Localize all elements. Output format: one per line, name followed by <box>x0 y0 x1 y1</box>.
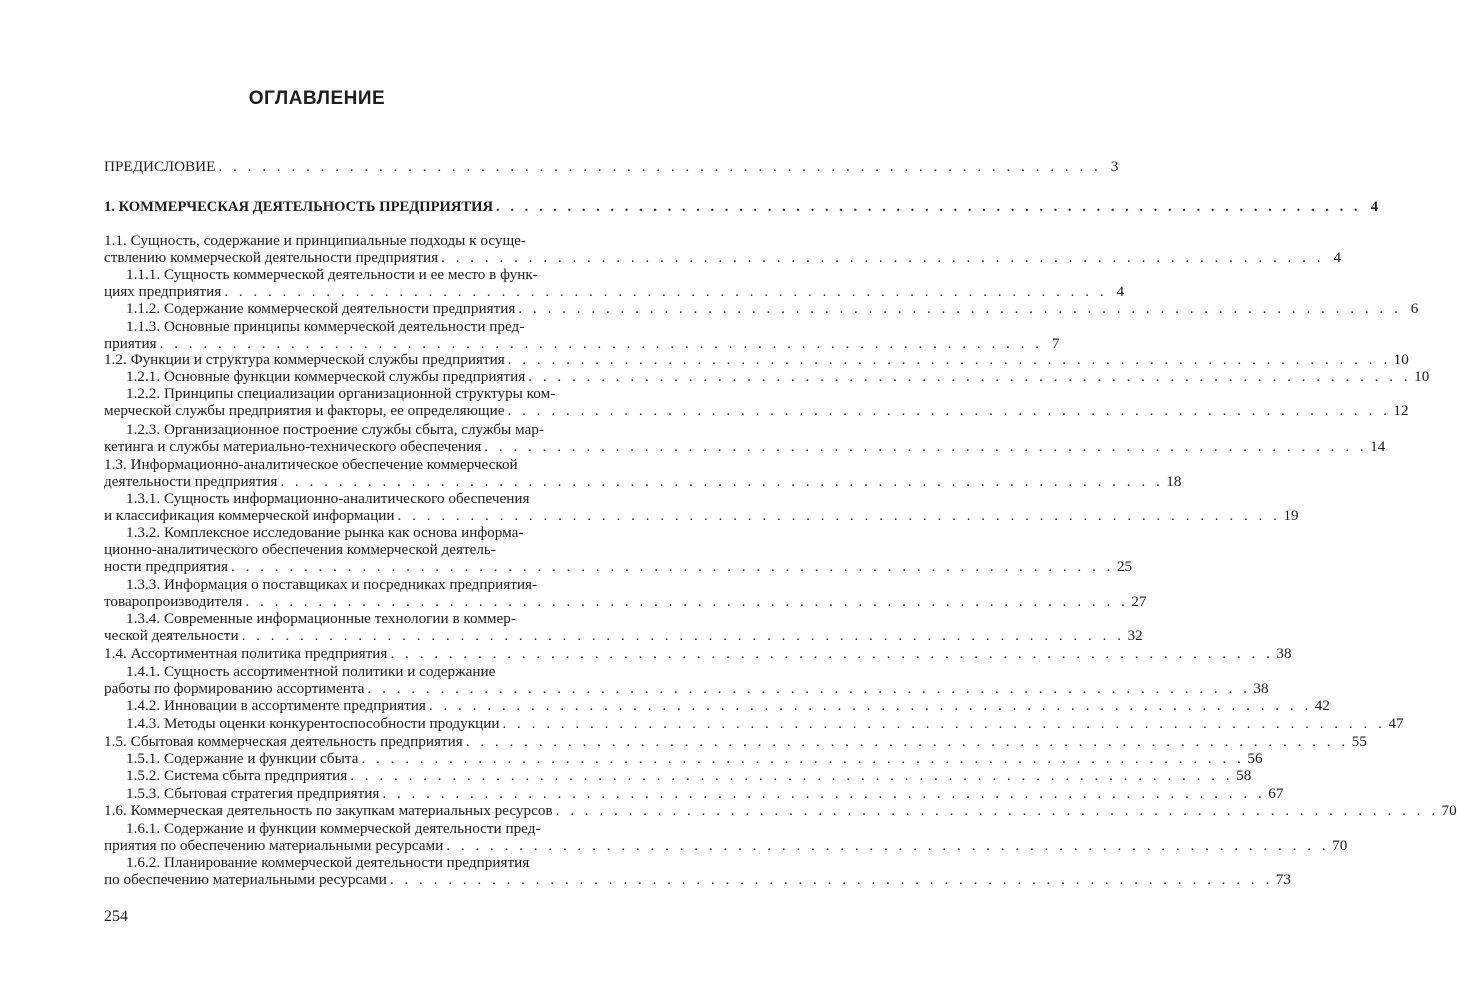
toc-page-number: 19 <box>1283 507 1299 524</box>
toc-page-number: 38 <box>1276 645 1292 662</box>
toc-entry[interactable] <box>104 300 1419 317</box>
toc-page-number: 70 <box>1332 837 1348 854</box>
toc-page-number: 47 <box>1388 715 1404 732</box>
toc-entry-text: 1.2.3. Организационное построение службы сбыта, службы мар- <box>126 421 544 438</box>
toc-entry[interactable] <box>104 232 1342 266</box>
toc-entry-text: 1. КОММЕРЧЕСКАЯ ДЕЯТЕЛЬНОСТЬ ПРЕДПРИЯТИЯ <box>104 199 494 215</box>
toc-entry[interactable] <box>104 854 1291 888</box>
toc-entry-text: товаропроизводителя <box>104 593 243 610</box>
toc-entry[interactable] <box>104 490 1299 524</box>
dot-leader: . . . . . . . . . . . . . . . . . . . . . . . . . . . . . . . . . . . . . . . . . . . . . . . . . . . . . . . . . . . . . <box>484 438 1368 455</box>
toc-entry[interactable] <box>104 767 1252 784</box>
toc-entry[interactable] <box>104 715 1404 732</box>
toc-page-number: 70 <box>1441 802 1457 819</box>
toc-entry-text: по обеспечению материальными ресурсами <box>104 871 387 888</box>
toc-entry-text: ческой деятельности <box>104 627 239 644</box>
toc-entry-text: 1.1. Сущность, содержание и принципиальные подходы к осуще- <box>104 232 526 249</box>
toc-entry-text: приятия по обеспечению материальными ресурсами <box>104 837 444 854</box>
toc-page-number: 18 <box>1166 473 1182 490</box>
toc-entry[interactable] <box>104 199 1379 216</box>
toc-entry[interactable] <box>104 785 1284 802</box>
toc-entry-text: 1.5.2. Система сбыта предприятия <box>126 767 348 784</box>
toc-entry-text: 1.4.3. Методы оценки конкурентоспособности продукции <box>126 715 500 732</box>
toc-page-number: 10 <box>1393 351 1409 368</box>
toc-entry-text: работы по формированию ассортимента <box>104 680 365 697</box>
toc-page-number: 55 <box>1351 733 1367 750</box>
toc-page-number: 12 <box>1393 402 1409 419</box>
toc-entry[interactable] <box>104 610 1143 644</box>
dot-leader: . . . . . . . . . . . . . . . . . . . . . . . . . . . . . . . . . . . . . . . . . . . . . . . . . . . . . . . . . . . . . <box>159 335 1043 352</box>
toc-entry-text: 1.3.4. Современные информационные технологии в коммер- <box>126 610 516 627</box>
toc-entry[interactable] <box>104 351 1409 368</box>
toc-entry-text: 1.5.3. Сбытовая стратегия предприятия <box>126 785 380 802</box>
toc-entry[interactable] <box>104 663 1269 697</box>
toc-entry[interactable] <box>104 697 1330 714</box>
toc-page-number: 6 <box>1410 300 1419 317</box>
toc-page-number: 4 <box>1370 199 1379 215</box>
toc-entry-text: 1.3.2. Комплексное исследование рынка как основа информа- <box>126 524 524 541</box>
toc-entry[interactable] <box>104 368 1430 385</box>
toc-entry-text: деятельности предприятия <box>104 473 278 490</box>
toc-entry-text: 1.3.3. Информация о поставщиках и посредниках предприятия- <box>126 576 538 593</box>
toc-entry-text: 1.6.2. Планирование коммерческой деятельности предприятия <box>126 854 530 871</box>
toc-entry-text: 1.4. Ассортиментная политика предприятия <box>104 645 388 662</box>
dot-leader: . . . . . . . . . . . . . . . . . . . . . . . . . . . . . . . . . . . . . . . . . . . . . . . . . . . . . . . . . . . . . <box>241 627 1125 644</box>
toc-entry-text: приятия <box>104 335 157 352</box>
toc-entry-text: мерческой службы предприятия и факторы, ее определяющие <box>104 402 505 419</box>
toc-page-number: 27 <box>1131 593 1147 610</box>
dot-leader: . . . . . . . . . . . . . . . . . . . . . . . . . . . . . . . . . . . . . . . . . . . . . . . . . . . . . . . . . . . . . <box>397 507 1281 524</box>
toc-entry-text: 1.6.1. Содержание и функции коммерческой деятельности пред- <box>126 820 541 837</box>
toc-entry-text: 1.3.1. Сущность информационно-аналитического обеспечения <box>126 490 530 507</box>
toc-entry-text: 1.3. Информационно-аналитическое обеспечение коммерческой <box>104 456 518 473</box>
toc-page-number: 67 <box>1268 785 1284 802</box>
toc-entry[interactable] <box>104 820 1348 854</box>
dot-leader: . . . . . . . . . . . . . . . . . . . . . . . . . . . . . . . . . . . . . . . . . . . . . . . . . . . . . . . . . . . . . <box>280 473 1164 490</box>
toc-page-number: 38 <box>1253 680 1269 697</box>
toc-entry[interactable] <box>104 733 1367 750</box>
page-title: ОГЛАВЛЕНИЕ <box>248 88 386 109</box>
dot-leader: . . . . . . . . . . . . . . . . . . . . . . . . . . . . . . . . . . . . . . . . . . . . . . . . . . . . . . . . . . . . . <box>428 697 1312 714</box>
toc-page-number: 25 <box>1116 558 1133 575</box>
toc-entry-text: кетинга и службы материально-технического обеспечения <box>104 438 482 455</box>
toc-entry-text: и классификация коммерческой информации <box>104 507 395 524</box>
toc-entry-text: ности предприятия <box>104 558 228 575</box>
toc-entry-text: ционно-аналитического обеспечения коммерческой деятель- <box>104 541 496 558</box>
toc-entry-text: 1.1.2. Содержание коммерческой деятельности предприятия <box>126 300 516 317</box>
toc-entry[interactable] <box>104 456 1182 490</box>
toc-entry-text: ПРЕДИСЛОВИЕ <box>104 158 216 175</box>
toc-entry-text: 1.4.2. Инновации в ассортименте предприятия <box>126 697 426 714</box>
toc-entry-text: 1.1.1. Сущность коммерческой деятельности и ее место в функ- <box>126 266 538 283</box>
dot-leader: . . . . . . . . . . . . . . . . . . . . . . . . . . . . . . . . . . . . . . . . . . . . . . . . . . . . . . . . . . . . . <box>518 300 1402 317</box>
dot-leader: . . . . . . . . . . . . . . . . . . . . . . . . . . . . . . . . . . . . . . . . . . . . . . . . . . . . . . . . . . . . . <box>465 733 1349 750</box>
toc-page-number: 73 <box>1275 871 1291 888</box>
toc-page-number: 7 <box>1051 335 1060 352</box>
dot-leader: . . . . . . . . . . . . . . . . . . . . . . . . . . . . . . . . . . . . . . . . . . . . . . . . . . . . . . . . . . . . . <box>361 750 1245 767</box>
toc-entry-text: 1.6. Коммерческая деятельность по закупкам материальных ресурсов <box>104 802 553 819</box>
dot-leader: . . . . . . . . . . . . . . . . . . . . . . . . . . . . . . . . . . . . . . . . . . . . . . . . . . . . . . . . . . . . . <box>230 558 1114 575</box>
dot-leader: . . . . . . . . . . . . . . . . . . . . . . . . . . . . . . . . . . . . . . . . . . . . . . . . . . . . . . . . . . . . . <box>218 158 1102 175</box>
dot-leader: . . . . . . . . . . . . . . . . . . . . . . . . . . . . . . . . . . . . . . . . . . . . . . . . . . . . . . . . . . . . . <box>245 593 1129 610</box>
toc-page-number: 58 <box>1236 767 1252 784</box>
toc-entry[interactable] <box>104 750 1263 767</box>
toc-entry-text: циях предприятия <box>104 283 222 300</box>
toc-page-number: 10 <box>1414 368 1430 385</box>
toc-entry[interactable] <box>104 802 1457 819</box>
toc-entry[interactable] <box>104 318 1060 352</box>
toc-entry[interactable] <box>104 266 1125 300</box>
dot-leader: . . . . . . . . . . . . . . . . . . . . . . . . . . . . . . . . . . . . . . . . . . . . . . . . . . . . . . . . . . . . . <box>441 249 1325 266</box>
dot-leader: . . . . . . . . . . . . . . . . . . . . . . . . . . . . . . . . . . . . . . . . . . . . . . . . . . . . . . . . . . . . . <box>507 402 1391 419</box>
toc-page-number: 14 <box>1370 438 1386 455</box>
dot-leader: . . . . . . . . . . . . . . . . . . . . . . . . . . . . . . . . . . . . . . . . . . . . . . . . . . . . . . . . . . . . . <box>446 837 1330 854</box>
dot-leader: . . . . . . . . . . . . . . . . . . . . . . . . . . . . . . . . . . . . . . . . . . . . . . . . . . . . . . . . . . . . . <box>350 767 1234 784</box>
dot-leader: . . . . . . . . . . . . . . . . . . . . . . . . . . . . . . . . . . . . . . . . . . . . . . . . . . . . . . . . . . . . . <box>496 199 1362 215</box>
toc-entry-text: 1.5. Сбытовая коммерческая деятельность предприятия <box>104 733 463 750</box>
toc-page-number: 4 <box>1116 283 1125 300</box>
toc-entry-text: 1.1.3. Основные принципы коммерческой деятельности пред- <box>126 318 525 335</box>
dot-leader: . . . . . . . . . . . . . . . . . . . . . . . . . . . . . . . . . . . . . . . . . . . . . . . . . . . . . . . . . . . . . <box>389 871 1273 888</box>
dot-leader: . . . . . . . . . . . . . . . . . . . . . . . . . . . . . . . . . . . . . . . . . . . . . . . . . . . . . . . . . . . . . <box>507 351 1391 368</box>
toc-page-number: 56 <box>1247 750 1263 767</box>
dot-leader: . . . . . . . . . . . . . . . . . . . . . . . . . . . . . . . . . . . . . . . . . . . . . . . . . . . . . . . . . . . . . <box>555 802 1439 819</box>
toc-entry[interactable] <box>104 645 1292 662</box>
toc-entry-text: 1.2.2. Принципы специализации организационной структуры ком- <box>126 385 556 402</box>
dot-leader: . . . . . . . . . . . . . . . . . . . . . . . . . . . . . . . . . . . . . . . . . . . . . . . . . . . . . . . . . . . . . <box>390 645 1274 662</box>
toc-page-number: 3 <box>1110 158 1119 175</box>
dot-leader: . . . . . . . . . . . . . . . . . . . . . . . . . . . . . . . . . . . . . . . . . . . . . . . . . . . . . . . . . . . . . <box>502 715 1386 732</box>
toc-entry-text: ствлению коммерческой деятельности предприятия <box>104 249 439 266</box>
toc-entry[interactable] <box>104 421 1386 455</box>
toc-page-number: 32 <box>1127 627 1143 644</box>
toc-entry[interactable] <box>104 158 1119 175</box>
dot-leader: . . . . . . . . . . . . . . . . . . . . . . . . . . . . . . . . . . . . . . . . . . . . . . . . . . . . . . . . . . . . . <box>528 368 1412 385</box>
toc-entry-text: 1.4.1. Сущность ассортиментной политики и содержание <box>126 663 496 680</box>
toc-entry-text: 1.5.1. Содержание и функции сбыта <box>126 750 359 767</box>
dot-leader: . . . . . . . . . . . . . . . . . . . . . . . . . . . . . . . . . . . . . . . . . . . . . . . . . . . . . . . . . . . . . <box>367 680 1251 697</box>
toc-page-number: 4 <box>1333 249 1342 266</box>
toc-entry-text: 1.2. Функции и структура коммерческой службы предприятия <box>104 351 505 368</box>
toc-page-number: 42 <box>1314 697 1330 714</box>
toc-entry[interactable] <box>104 385 1409 419</box>
dot-leader: . . . . . . . . . . . . . . . . . . . . . . . . . . . . . . . . . . . . . . . . . . . . . . . . . . . . . . . . . . . . . <box>382 785 1266 802</box>
page-number: 254 <box>104 908 128 925</box>
toc-entry[interactable] <box>104 524 1133 575</box>
dot-leader: . . . . . . . . . . . . . . . . . . . . . . . . . . . . . . . . . . . . . . . . . . . . . . . . . . . . . . . . . . . . . <box>224 283 1108 300</box>
toc-entry[interactable] <box>104 576 1147 610</box>
toc-entry-text: 1.2.1. Основные функции коммерческой службы предприятия <box>126 368 526 385</box>
